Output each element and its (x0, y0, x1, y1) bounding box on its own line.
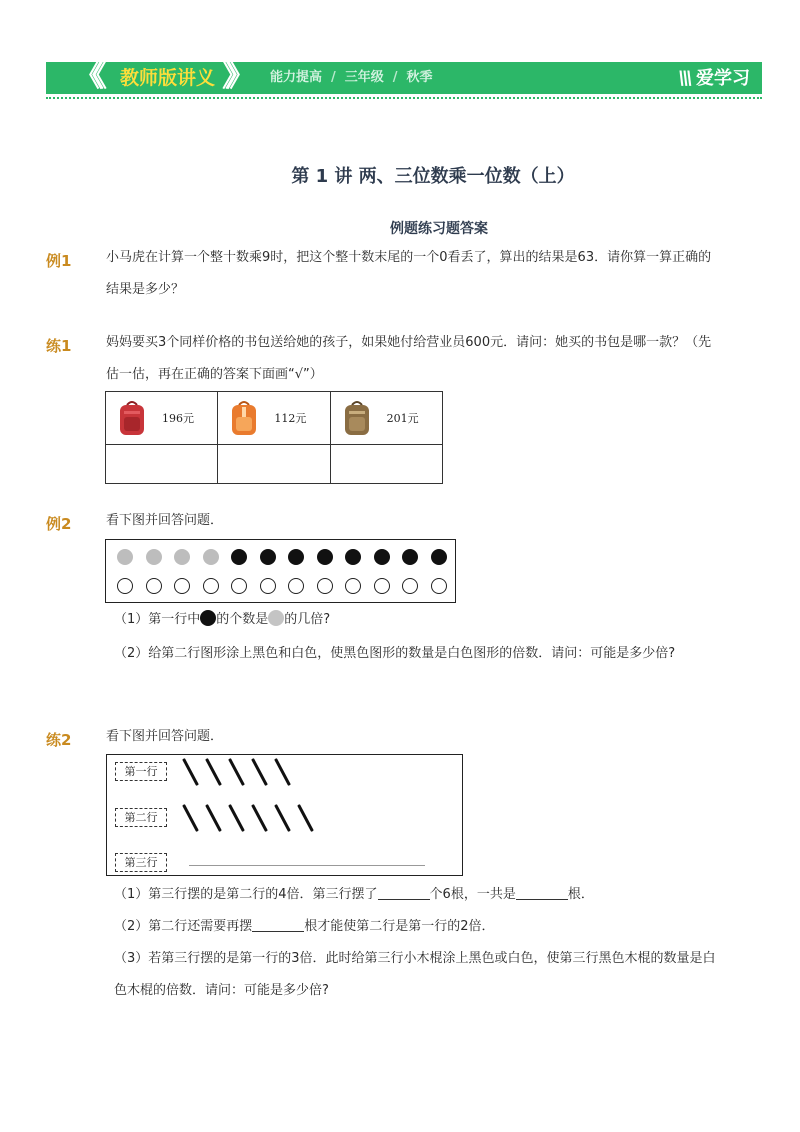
white-circle[interactable] (174, 578, 190, 594)
black-dot (345, 549, 361, 565)
black-dot (260, 549, 276, 565)
page-title: 第 1 讲 两、三位数乘一位数（上） (291, 166, 575, 187)
black-dot (374, 549, 390, 565)
white-circle[interactable] (431, 578, 447, 594)
practice-1-label: 练1 (46, 337, 72, 355)
q2-part-a: （2）第二行还需要再摆 (114, 919, 253, 934)
example-2-question-2: （2）给第二行图形涂上黑色和白色，使黑色图形的数量是白色图形的倍数．请问：可能是多少倍? (114, 646, 676, 661)
wooden-stick (297, 804, 314, 832)
wooden-stick (251, 804, 268, 832)
wooden-stick (182, 758, 199, 786)
q1-pre: （1）第一行中 (114, 612, 201, 627)
breadcrumb (270, 62, 433, 94)
wooden-stick (228, 758, 245, 786)
brown-backpack-icon (341, 399, 373, 437)
wooden-stick (274, 804, 291, 832)
wooden-stick (205, 804, 222, 832)
wooden-stick (182, 804, 199, 832)
banner-dotted-divider (46, 97, 762, 99)
practice-2-question-3: （3）若第三行摆的是第一行的3倍．此时给第三行小木棍涂上黑色或白色，使第三行黑色木棍的数量是白色木棍的倍数．请问：可能是多少倍? (114, 951, 716, 998)
backpack-cell-orange (218, 392, 330, 445)
example-2-label: 例2 (46, 515, 72, 533)
gray-dot (203, 549, 219, 565)
black-dot (231, 549, 247, 565)
answer-cell[interactable] (106, 445, 218, 484)
backpack-cell-red (106, 392, 218, 445)
white-circle[interactable] (203, 578, 219, 594)
practice-1-text: 妈妈要买3个同样价格的书包送给她的孩子，如果她付给营业员600元．请问：她买的书包是哪一款？（先估一估，再在正确的答案下面画“√”） (106, 335, 712, 382)
gray-dot (117, 549, 133, 565)
black-dot (288, 549, 304, 565)
black-dot-icon (200, 610, 216, 626)
white-circle[interactable] (231, 578, 247, 594)
white-circle[interactable] (117, 578, 133, 594)
logo-mark-icon: \\\ (678, 67, 690, 89)
black-dot (317, 549, 333, 565)
logo (678, 62, 750, 94)
row-3-empty-line (189, 865, 425, 866)
q1-mid: 的个数是 (216, 612, 269, 627)
black-dot (431, 549, 447, 565)
white-circle[interactable] (260, 578, 276, 594)
red-backpack-icon (116, 399, 148, 437)
sticks-figure (106, 754, 463, 876)
example-2-question-1 (114, 604, 718, 636)
logo-text: 爱学习 (696, 68, 750, 89)
practice-2-question-2 (114, 911, 718, 943)
white-circle[interactable] (374, 578, 390, 594)
example-1-text: 小马虎在计算一个整十数乘9时，把这个整十数末尾的一个0看丢了，算出的结果是63．请你算一算正确的结果是多少？ (106, 250, 712, 297)
black-dot (402, 549, 418, 565)
wooden-stick (274, 758, 291, 786)
crumb-separator: / (331, 70, 336, 85)
dots-figure (105, 539, 456, 603)
white-circle[interactable] (345, 578, 361, 594)
crumb-separator: / (392, 70, 398, 85)
double-chevron-right-icon: 》》 (222, 59, 243, 94)
brand-title: 教师版讲义 (120, 67, 216, 89)
row-label-1: 第一行 (115, 762, 167, 781)
q1-part-b: 个6根，一共是 (429, 887, 516, 902)
white-circle[interactable] (288, 578, 304, 594)
q1-part-a: （1）第三行摆的是第二行的4倍．第三行摆了 (114, 887, 378, 902)
gray-dot (146, 549, 162, 565)
answer-blank[interactable] (378, 887, 430, 900)
row-label-3: 第三行 (115, 853, 167, 872)
backpack-table (105, 391, 443, 484)
bag-price: 112元 (274, 412, 307, 425)
answer-cell[interactable] (330, 445, 442, 484)
gray-dot-icon (268, 610, 284, 626)
crumb-season: 秋季 (406, 70, 433, 85)
white-circle[interactable] (317, 578, 333, 594)
q1-post: 的几倍? (284, 612, 331, 627)
answer-blank[interactable] (516, 887, 568, 900)
backpack-cell-brown (330, 392, 442, 445)
header-banner (46, 59, 762, 94)
q1-part-c: 根． (567, 887, 594, 902)
example-2-intro: 看下图并回答问题． (106, 513, 224, 528)
crumb-grade: 三年级 (344, 70, 384, 85)
practice-2-question-1 (114, 879, 718, 911)
white-circle[interactable] (402, 578, 418, 594)
crumb-level: 能力提高 (270, 70, 323, 85)
page-subtitle: 例题练习题答案 (390, 221, 488, 237)
row-label-2: 第二行 (115, 808, 167, 827)
wooden-stick (251, 758, 268, 786)
gray-dot (174, 549, 190, 565)
q2-part-b: 根才能使第二行是第一行的2倍． (304, 919, 495, 934)
white-circle[interactable] (146, 578, 162, 594)
wooden-stick (205, 758, 222, 786)
orange-backpack-icon (228, 399, 260, 437)
example-1-label: 例1 (46, 252, 72, 270)
bag-price: 196元 (162, 412, 194, 425)
bag-price: 201元 (386, 412, 419, 425)
double-chevron-left-icon: 《《 (74, 59, 95, 94)
answer-cell[interactable] (218, 445, 330, 484)
practice-2-intro: 看下图并回答问题． (106, 729, 224, 744)
answer-blank[interactable] (252, 919, 304, 932)
practice-2-label: 练2 (46, 731, 72, 749)
wooden-stick (228, 804, 245, 832)
